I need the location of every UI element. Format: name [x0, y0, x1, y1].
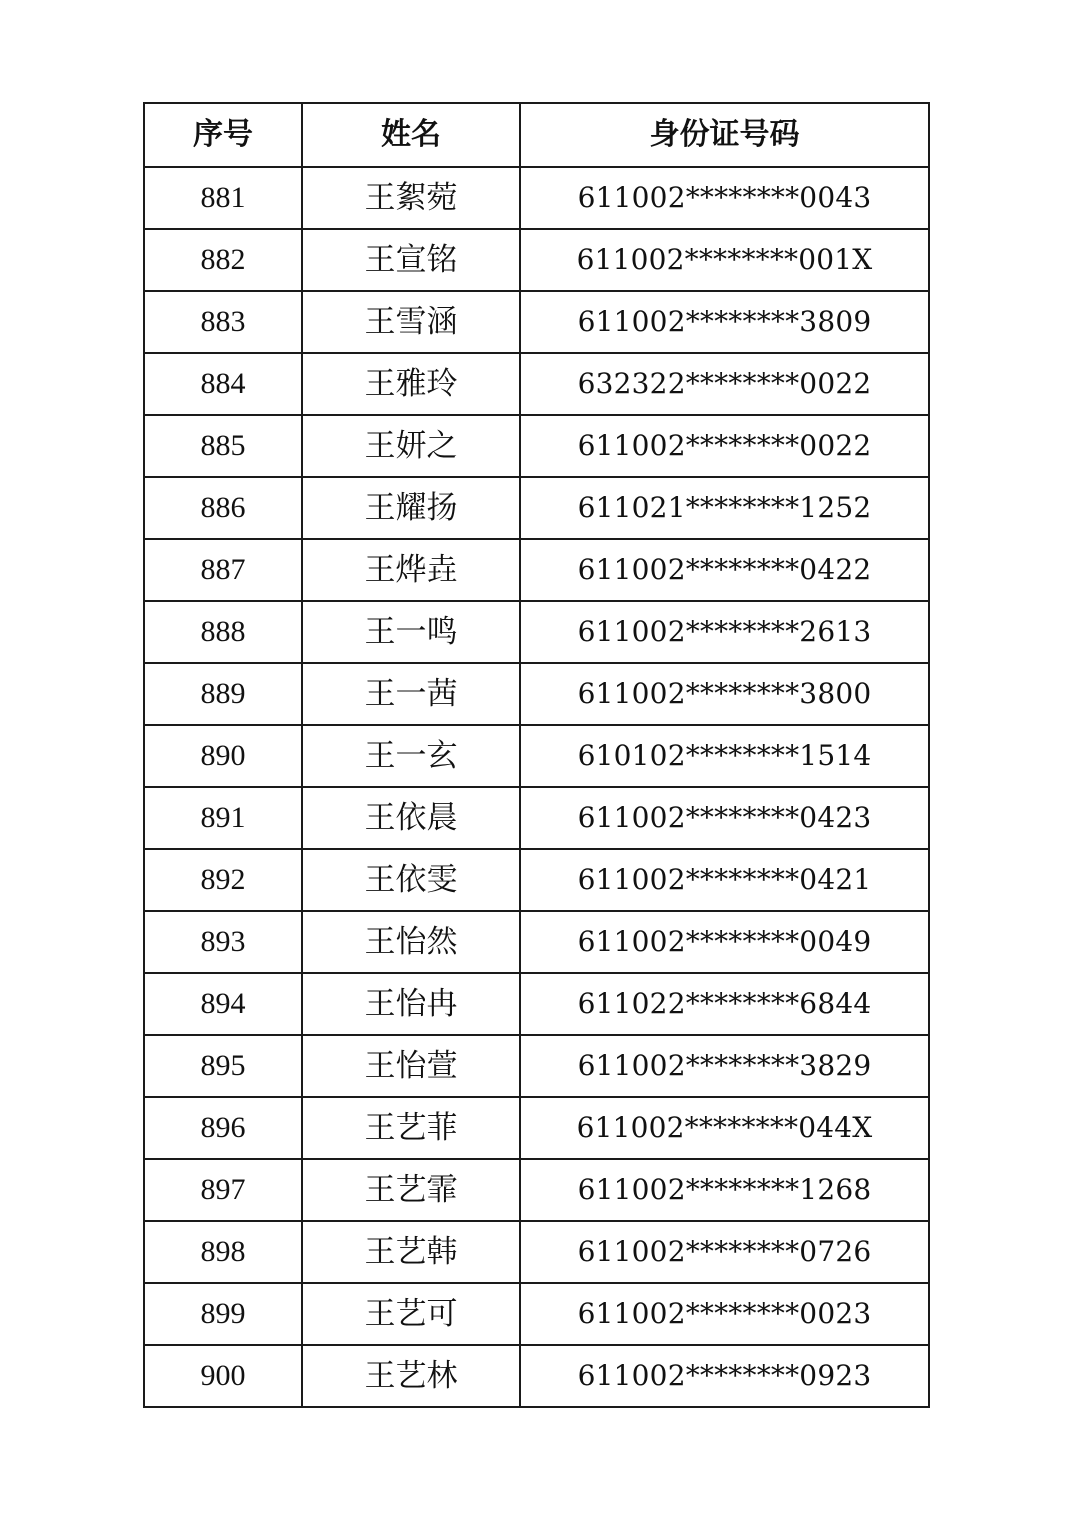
- id-number-cell: 611002********3809: [520, 291, 929, 353]
- name-cell: 王艺韩: [302, 1221, 520, 1283]
- seq-cell: 889: [144, 663, 302, 725]
- table-row: [144, 849, 929, 911]
- id-number-cell: 611002********3800: [520, 663, 929, 725]
- table-row: [144, 229, 929, 291]
- name-cell: 王艺可: [302, 1283, 520, 1345]
- name-cell: 王雅玲: [302, 353, 520, 415]
- name-cell: 王艺霏: [302, 1159, 520, 1221]
- id-number-cell: 611002********0422: [520, 539, 929, 601]
- table-row: [144, 1159, 929, 1221]
- id-number-cell: 611021********1252: [520, 477, 929, 539]
- table-row: [144, 663, 929, 725]
- seq-cell: 894: [144, 973, 302, 1035]
- name-cell: 王宣铭: [302, 229, 520, 291]
- id-number-cell: 611002********3829: [520, 1035, 929, 1097]
- id-number-cell: 611002********001X: [520, 229, 929, 291]
- table-body: [144, 167, 929, 1407]
- header-seq: 序号: [144, 103, 302, 167]
- seq-cell: 892: [144, 849, 302, 911]
- table-row: [144, 911, 929, 973]
- name-cell: 王耀扬: [302, 477, 520, 539]
- id-number-cell: 611002********0726: [520, 1221, 929, 1283]
- id-number-cell: 611002********1268: [520, 1159, 929, 1221]
- seq-cell: 886: [144, 477, 302, 539]
- name-cell: 王怡萱: [302, 1035, 520, 1097]
- header-id-number: 身份证号码: [520, 103, 929, 167]
- table-row: [144, 1345, 929, 1407]
- id-number-cell: 611002********0023: [520, 1283, 929, 1345]
- seq-cell: 888: [144, 601, 302, 663]
- seq-cell: 895: [144, 1035, 302, 1097]
- name-cell: 王依雯: [302, 849, 520, 911]
- name-cell: 王絮菀: [302, 167, 520, 229]
- id-number-cell: 611002********044X: [520, 1097, 929, 1159]
- seq-cell: 900: [144, 1345, 302, 1407]
- table-row: [144, 973, 929, 1035]
- seq-cell: 883: [144, 291, 302, 353]
- table-row: [144, 725, 929, 787]
- seq-cell: 897: [144, 1159, 302, 1221]
- id-number-cell: 610102********1514: [520, 725, 929, 787]
- id-number-cell: 611002********0022: [520, 415, 929, 477]
- id-number-cell: 611002********0043: [520, 167, 929, 229]
- table-row: [144, 477, 929, 539]
- table-row: [144, 1035, 929, 1097]
- seq-cell: 885: [144, 415, 302, 477]
- name-cell: 王依晨: [302, 787, 520, 849]
- id-number-cell: 611022********6844: [520, 973, 929, 1035]
- seq-cell: 881: [144, 167, 302, 229]
- id-number-cell: 611002********0923: [520, 1345, 929, 1407]
- table-row: [144, 353, 929, 415]
- name-cell: 王一玄: [302, 725, 520, 787]
- name-cell: 王妍之: [302, 415, 520, 477]
- seq-cell: 898: [144, 1221, 302, 1283]
- table-row: [144, 291, 929, 353]
- table-row: [144, 1097, 929, 1159]
- seq-cell: 891: [144, 787, 302, 849]
- seq-cell: 890: [144, 725, 302, 787]
- table-row: [144, 167, 929, 229]
- header-name: 姓名: [302, 103, 520, 167]
- seq-cell: 884: [144, 353, 302, 415]
- header-row: [144, 103, 929, 167]
- table-row: [144, 539, 929, 601]
- name-cell: 王烨垚: [302, 539, 520, 601]
- seq-cell: 896: [144, 1097, 302, 1159]
- name-cell: 王雪涵: [302, 291, 520, 353]
- table-row: [144, 1283, 929, 1345]
- table-row: [144, 787, 929, 849]
- id-number-cell: 611002********2613: [520, 601, 929, 663]
- name-cell: 王一茜: [302, 663, 520, 725]
- id-number-cell: 611002********0049: [520, 911, 929, 973]
- name-cell: 王怡冉: [302, 973, 520, 1035]
- name-cell: 王怡然: [302, 911, 520, 973]
- table-row: [144, 415, 929, 477]
- table-row: [144, 601, 929, 663]
- table-header: [144, 103, 929, 167]
- seq-cell: 899: [144, 1283, 302, 1345]
- seq-cell: 887: [144, 539, 302, 601]
- name-cell: 王艺林: [302, 1345, 520, 1407]
- id-number-cell: 611002********0421: [520, 849, 929, 911]
- seq-cell: 893: [144, 911, 302, 973]
- roster-table: [143, 102, 930, 1408]
- name-cell: 王艺菲: [302, 1097, 520, 1159]
- seq-cell: 882: [144, 229, 302, 291]
- table-row: [144, 1221, 929, 1283]
- id-number-cell: 611002********0423: [520, 787, 929, 849]
- id-number-cell: 632322********0022: [520, 353, 929, 415]
- name-cell: 王一鸣: [302, 601, 520, 663]
